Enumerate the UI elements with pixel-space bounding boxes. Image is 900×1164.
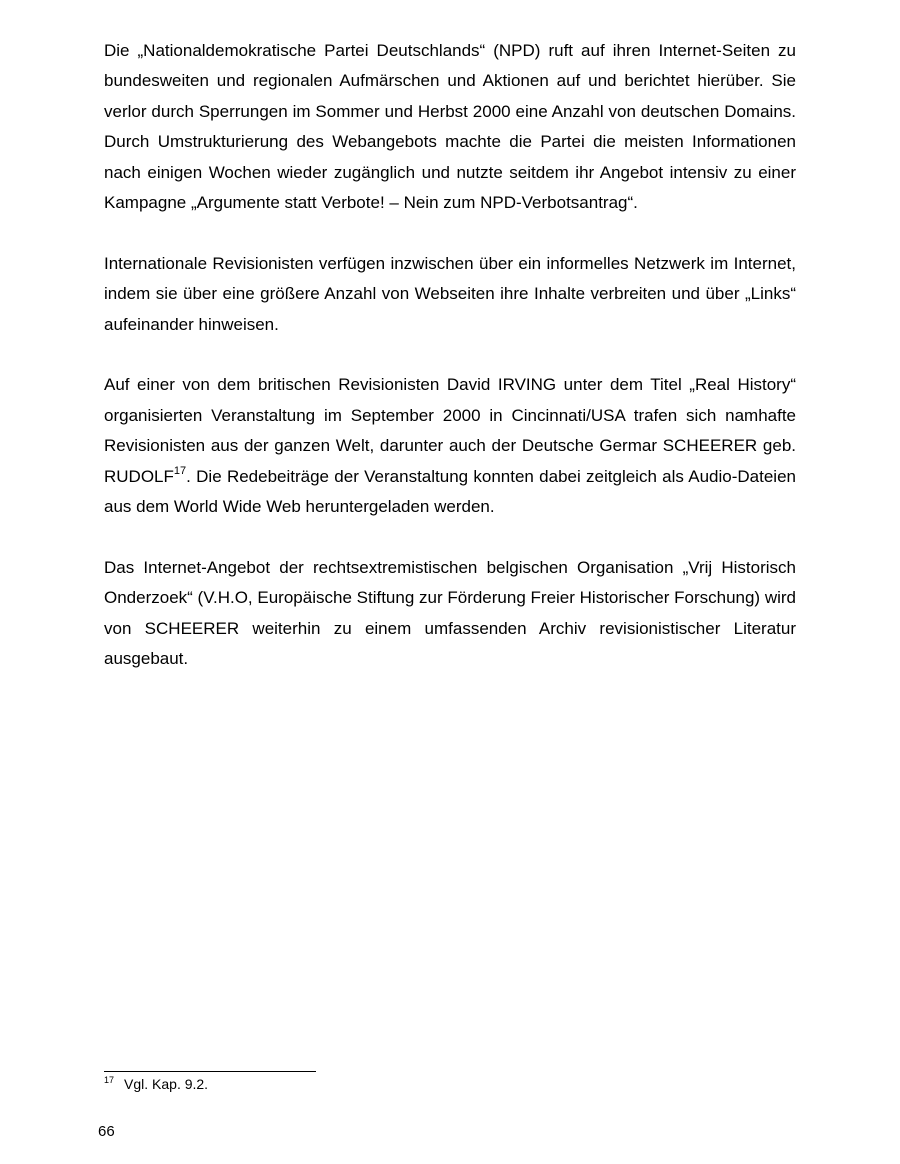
- footnote-text: Vgl. Kap. 9.2.: [124, 1076, 209, 1092]
- footnote-separator: [104, 1071, 316, 1072]
- footnote-reference[interactable]: 17: [173, 465, 187, 477]
- paragraph-revisionisten-netzwerk: Internationale Revisionisten verfügen inzwischen über ein informelles Netzwerk im Internet, indem sie über eine größere Anzahl von Webseiten ihre Inhalte verbreiten und über „Links“ aufeinander hinweisen.: [104, 253, 796, 334]
- footnote: [104, 1074, 208, 1094]
- paragraph-text-before-footnote: Auf einer von dem britischen Revisionisten David IRVING unter dem Titel „Real History“ organisierten Veranstaltung im September 2000 in Cincinnati/USA trafen sich namhafte Revisionisten aus der ganzen Welt, darunter auch der Deutsche Germar SCHEERER geb. RUDOLF: [104, 375, 796, 486]
- paragraph-real-history: [104, 370, 796, 522]
- page-number: 66: [98, 1123, 115, 1140]
- paragraph-text-after-footnote: . Die Redebeiträge der Veranstaltung konnten dabei zeitgleich als Audio-Dateien aus dem World Wide Web heruntergeladen werden.: [104, 466, 796, 517]
- paragraph-npd: Die „Nationaldemokratische Partei Deutschlands“ (NPD) ruft auf ihren Internet-Seiten zu bundesweiten und regionalen Aufmärschen und Aktionen auf und berichtet hierüber. Sie verlor durch Sperrungen im Sommer und Herbst 2000 eine Anzahl von deutschen Domains. Durch Umstrukturierung des Webangebots machte die Partei die meisten Informationen nach einigen Wochen wieder zugänglich und nutzte seitdem ihr Angebot intensiv zu einer Kampagne „Argumente statt Verbote! – Nein zum NPD-Verbotsantrag“.: [104, 41, 796, 213]
- body-text: [104, 36, 796, 705]
- paragraph-vho: Das Internet-Angebot der rechtsextremistischen belgischen Organisation „Vrij Historisch Onderzoek“ (V.H.O, Europäische Stiftung zur Förderung Freier Historischer Forschung) wird von SCHEERER weiterhin zu einem umfassenden Archiv revisionistischer Literatur ausgebaut.: [104, 557, 796, 669]
- footnote-number: 17: [104, 1075, 115, 1086]
